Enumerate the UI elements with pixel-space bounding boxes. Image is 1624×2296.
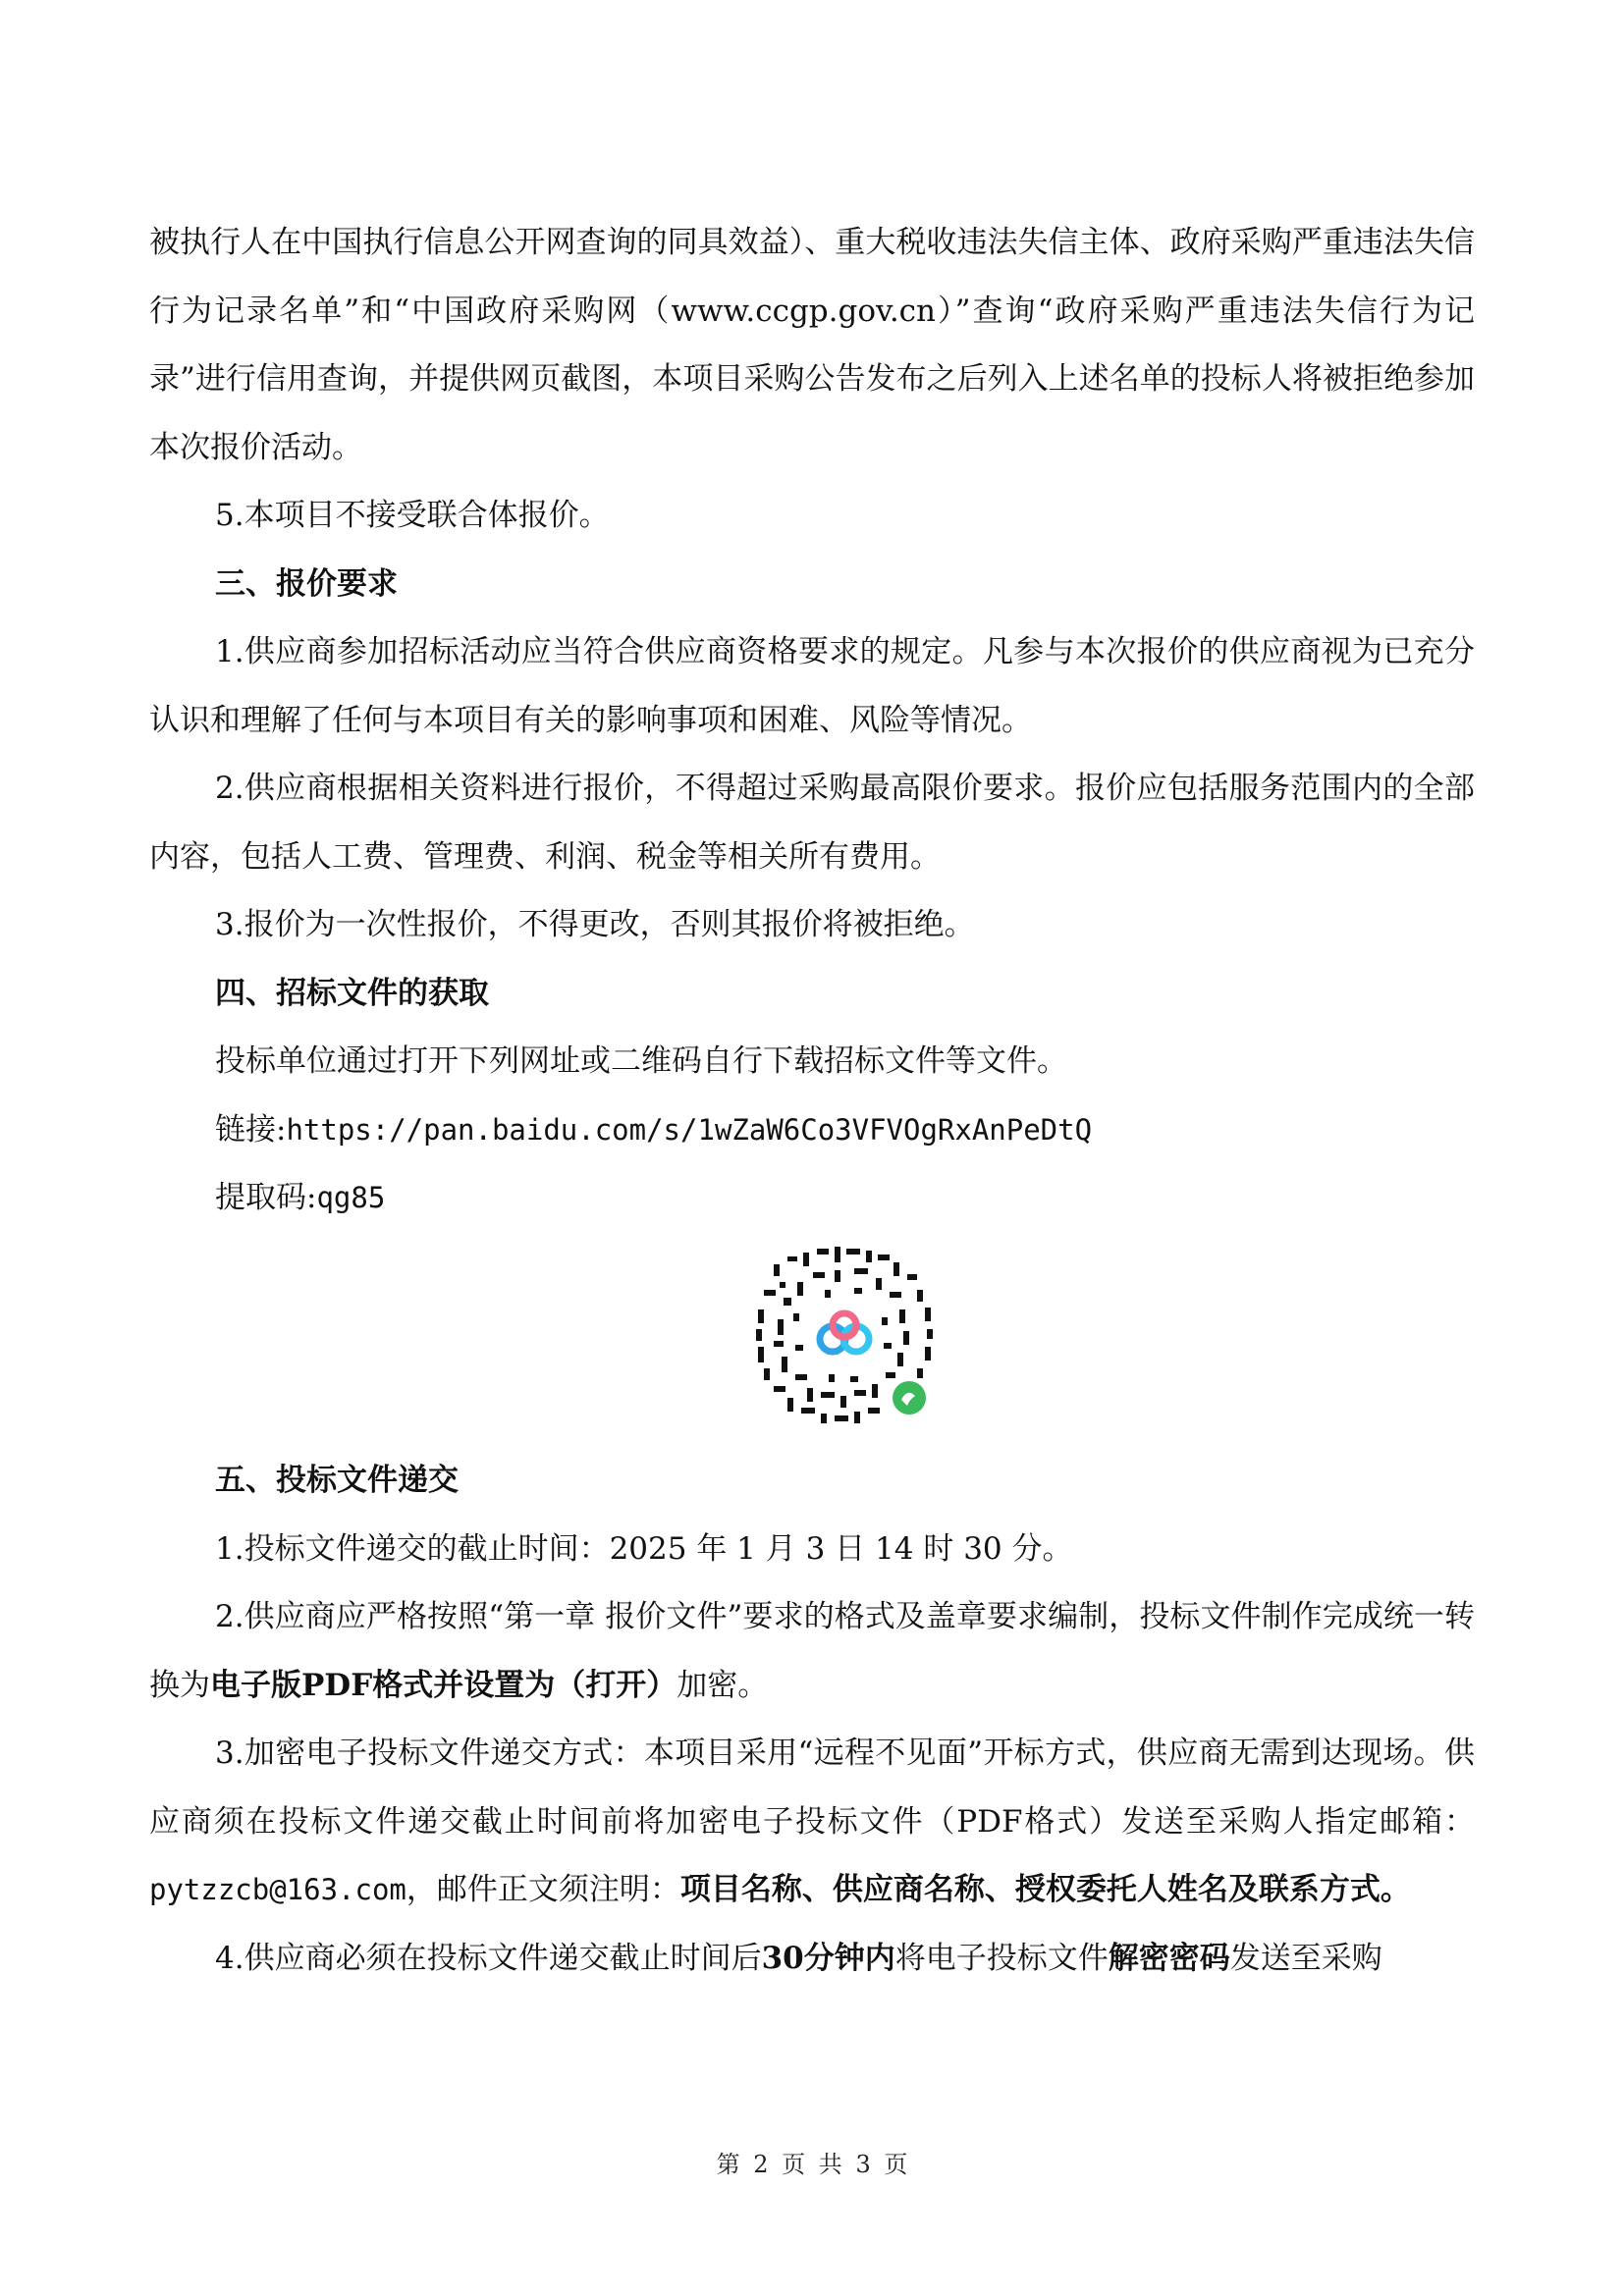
submission-deadline: 1.投标文件递交的截止时间：2025 年 1 月 3 日 14 时 30 分。 [215,1530,1073,1567]
submission-format: 2.供应商应严格按照“第一章 报价文件”要求的格式及盖章要求编制，投标文件制作完成统一转换为电子版PDF格式并设置为（打开）加密。 [149,1599,1475,1703]
qr-code-icon[interactable] [744,1235,945,1435]
section-heading-obtain-documents: 四、招标文件的获取 [215,975,489,1011]
obtain-documents-intro: 投标单位通过打开下列网址或二维码自行下载招标文件等文件。 [215,1043,1067,1079]
paragraph-no-consortium: 5.本项目不接受联合体报价。 [215,498,610,533]
extraction-code-label: 提取码: [215,1180,317,1215]
download-link-label: 链接: [215,1111,287,1148]
page-number-footer: 第 2 页 共 3 页 [716,2151,908,2178]
submission-email[interactable]: pytzzcb@163.com [149,1873,406,1906]
download-link[interactable]: https://pan.baidu.com/s/1wZaW6Co3VFVOgRxAnPeDtQ [286,1112,1093,1147]
upper-text-block [149,209,1475,1233]
decryption-password-note: 4.供应商必须在投标文件递交截止时间后30分钟内将电子投标文件解密密码发送至采购 [215,1940,1382,1976]
paragraph-credit-check: 被执行人在中国执行信息公开网查询的同具效益）、重大税收违法失信主体、政府采购严重违法失信行为记录名单”和“中国政府采购网（www.ccgp.gov.cn）”查询“政府采购严重违法失信行为记录”进行信用查询，并提供网页截图，本项目采购公告发布之后列入上述名单的投标人将被拒绝参加本次报价活动。 [149,225,1475,465]
quote-requirement-2: 2.供应商根据相关资料进行报价，不得超过采购最高限价要求。报价应包括服务范围内的全部内容，包括人工费、管理费、利润、税金等相关所有费用。 [149,771,1475,875]
lower-text-block [149,1447,1475,1993]
section-heading-quote-requirements: 三、报价要求 [215,565,398,602]
submission-method: 3.加密电子投标文件递交方式：本项目采用“远程不见面”开标方式，供应商无需到达现场。供应商须在投标文件递交截止时间前将加密电子投标文件（PDF格式）发送至采购人指定邮箱：pytzzcb@163.com，邮件正文须注明：项目名称、供应商名称、授权委托人姓名及联系方式。 [149,1735,1475,1907]
section-heading-bid-submission: 五、投标文件递交 [215,1463,459,1498]
quote-requirement-1: 1.供应商参加招标活动应当符合供应商资格要求的规定。凡参与本次报价的供应商视为已充分认识和理解了任何与本项目有关的影响事项和困难、风险等情况。 [149,634,1475,738]
quote-requirement-3: 3.报价为一次性报价，不得更改，否则其报价将被拒绝。 [215,907,975,942]
extraction-code-line [149,1164,1475,1233]
extraction-code: qg85 [316,1181,386,1214]
download-link-line [149,1096,1475,1165]
